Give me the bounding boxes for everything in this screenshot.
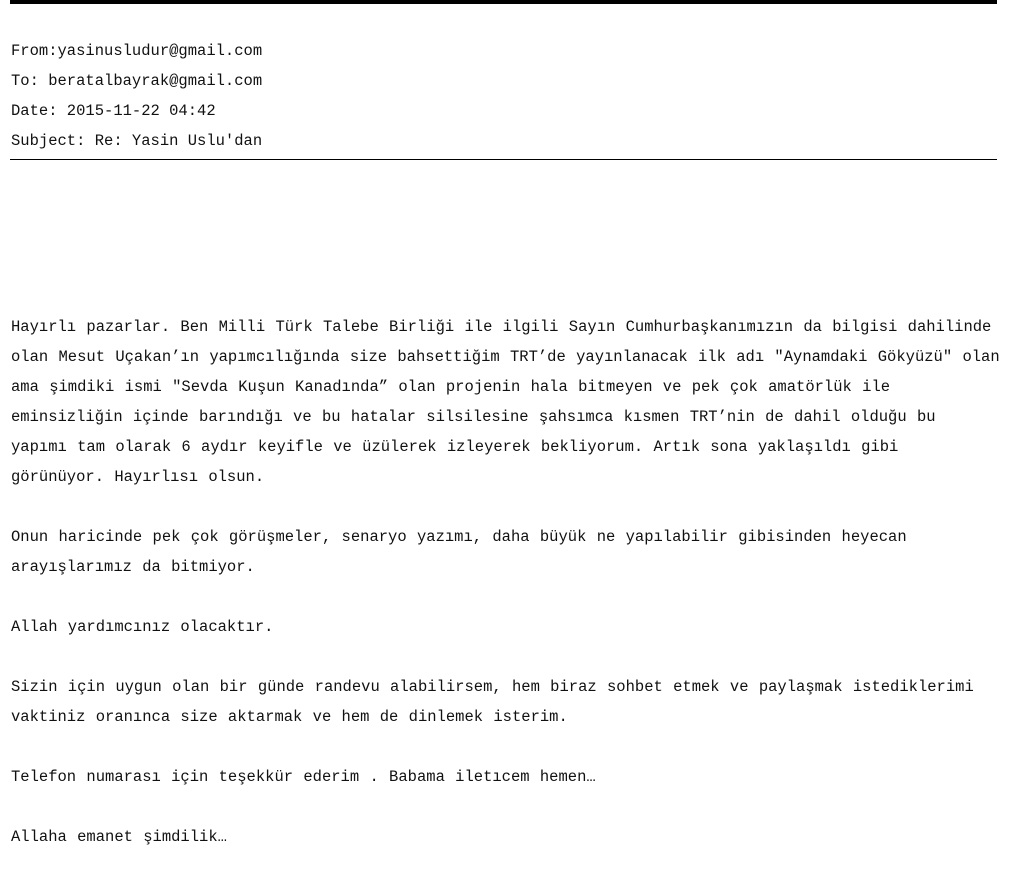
subject-line: Subject: Re: Yasin Uslu'dan	[11, 132, 263, 150]
body-paragraph: Hayırlı pazarlar. Ben Milli Türk Talebe Birliği ile ilgili Sayın Cumhurbaşkanımızın da bilgisi dahilinde olan Mesut Uçakan’ın yapımcılığında size bahsettiğim TRT’de yayınlanacak ilk adı "Aynamdaki Gökyüzü" olan ama şimdiki ismi "Sevda Kuşun Kanadında” olan projenin hala bitmeyen ve pek çok amatörlük ile eminsizliğin içinde barındığı ve bu hatalar silsilesine şahsımca kısmen TRT’nin de dahil olduğu bu yapımı tam olarak 6 aydır keyifle ve üzülerek izleyerek bekliyorum. Artık sona yaklaşıldı gibi görünüyor. Hayırlısı olsun.	[11, 318, 1000, 486]
from-line: From:yasinusludur@gmail.com	[11, 42, 263, 60]
header-divider	[10, 159, 997, 160]
email-header	[11, 36, 996, 156]
email-body	[11, 312, 1001, 882]
top-border	[10, 0, 997, 4]
body-paragraph: Allah yardımcınız olacaktır.	[11, 618, 274, 636]
body-paragraph: Telefon numarası için teşekkür ederim . Babama iletıcem hemen…	[11, 768, 596, 786]
body-paragraph: Allaha emanet şimdilik…	[11, 828, 227, 846]
body-paragraph: Onun haricinde pek çok görüşmeler, senaryo yazımı, daha büyük ne yapılabilir gibisinden heyecan arayışlarımız da bitmiyor.	[11, 528, 907, 576]
body-paragraph: Sizin için uygun olan bir günde randevu alabilirsem, hem biraz sohbet etmek ve paylaşmak istediklerimi vaktiniz oranınca size aktarmak ve hem de dinlemek isterim.	[11, 678, 974, 726]
date-line: Date: 2015-11-22 04:42	[11, 102, 216, 120]
to-line: To: beratalbayrak@gmail.com	[11, 72, 263, 90]
